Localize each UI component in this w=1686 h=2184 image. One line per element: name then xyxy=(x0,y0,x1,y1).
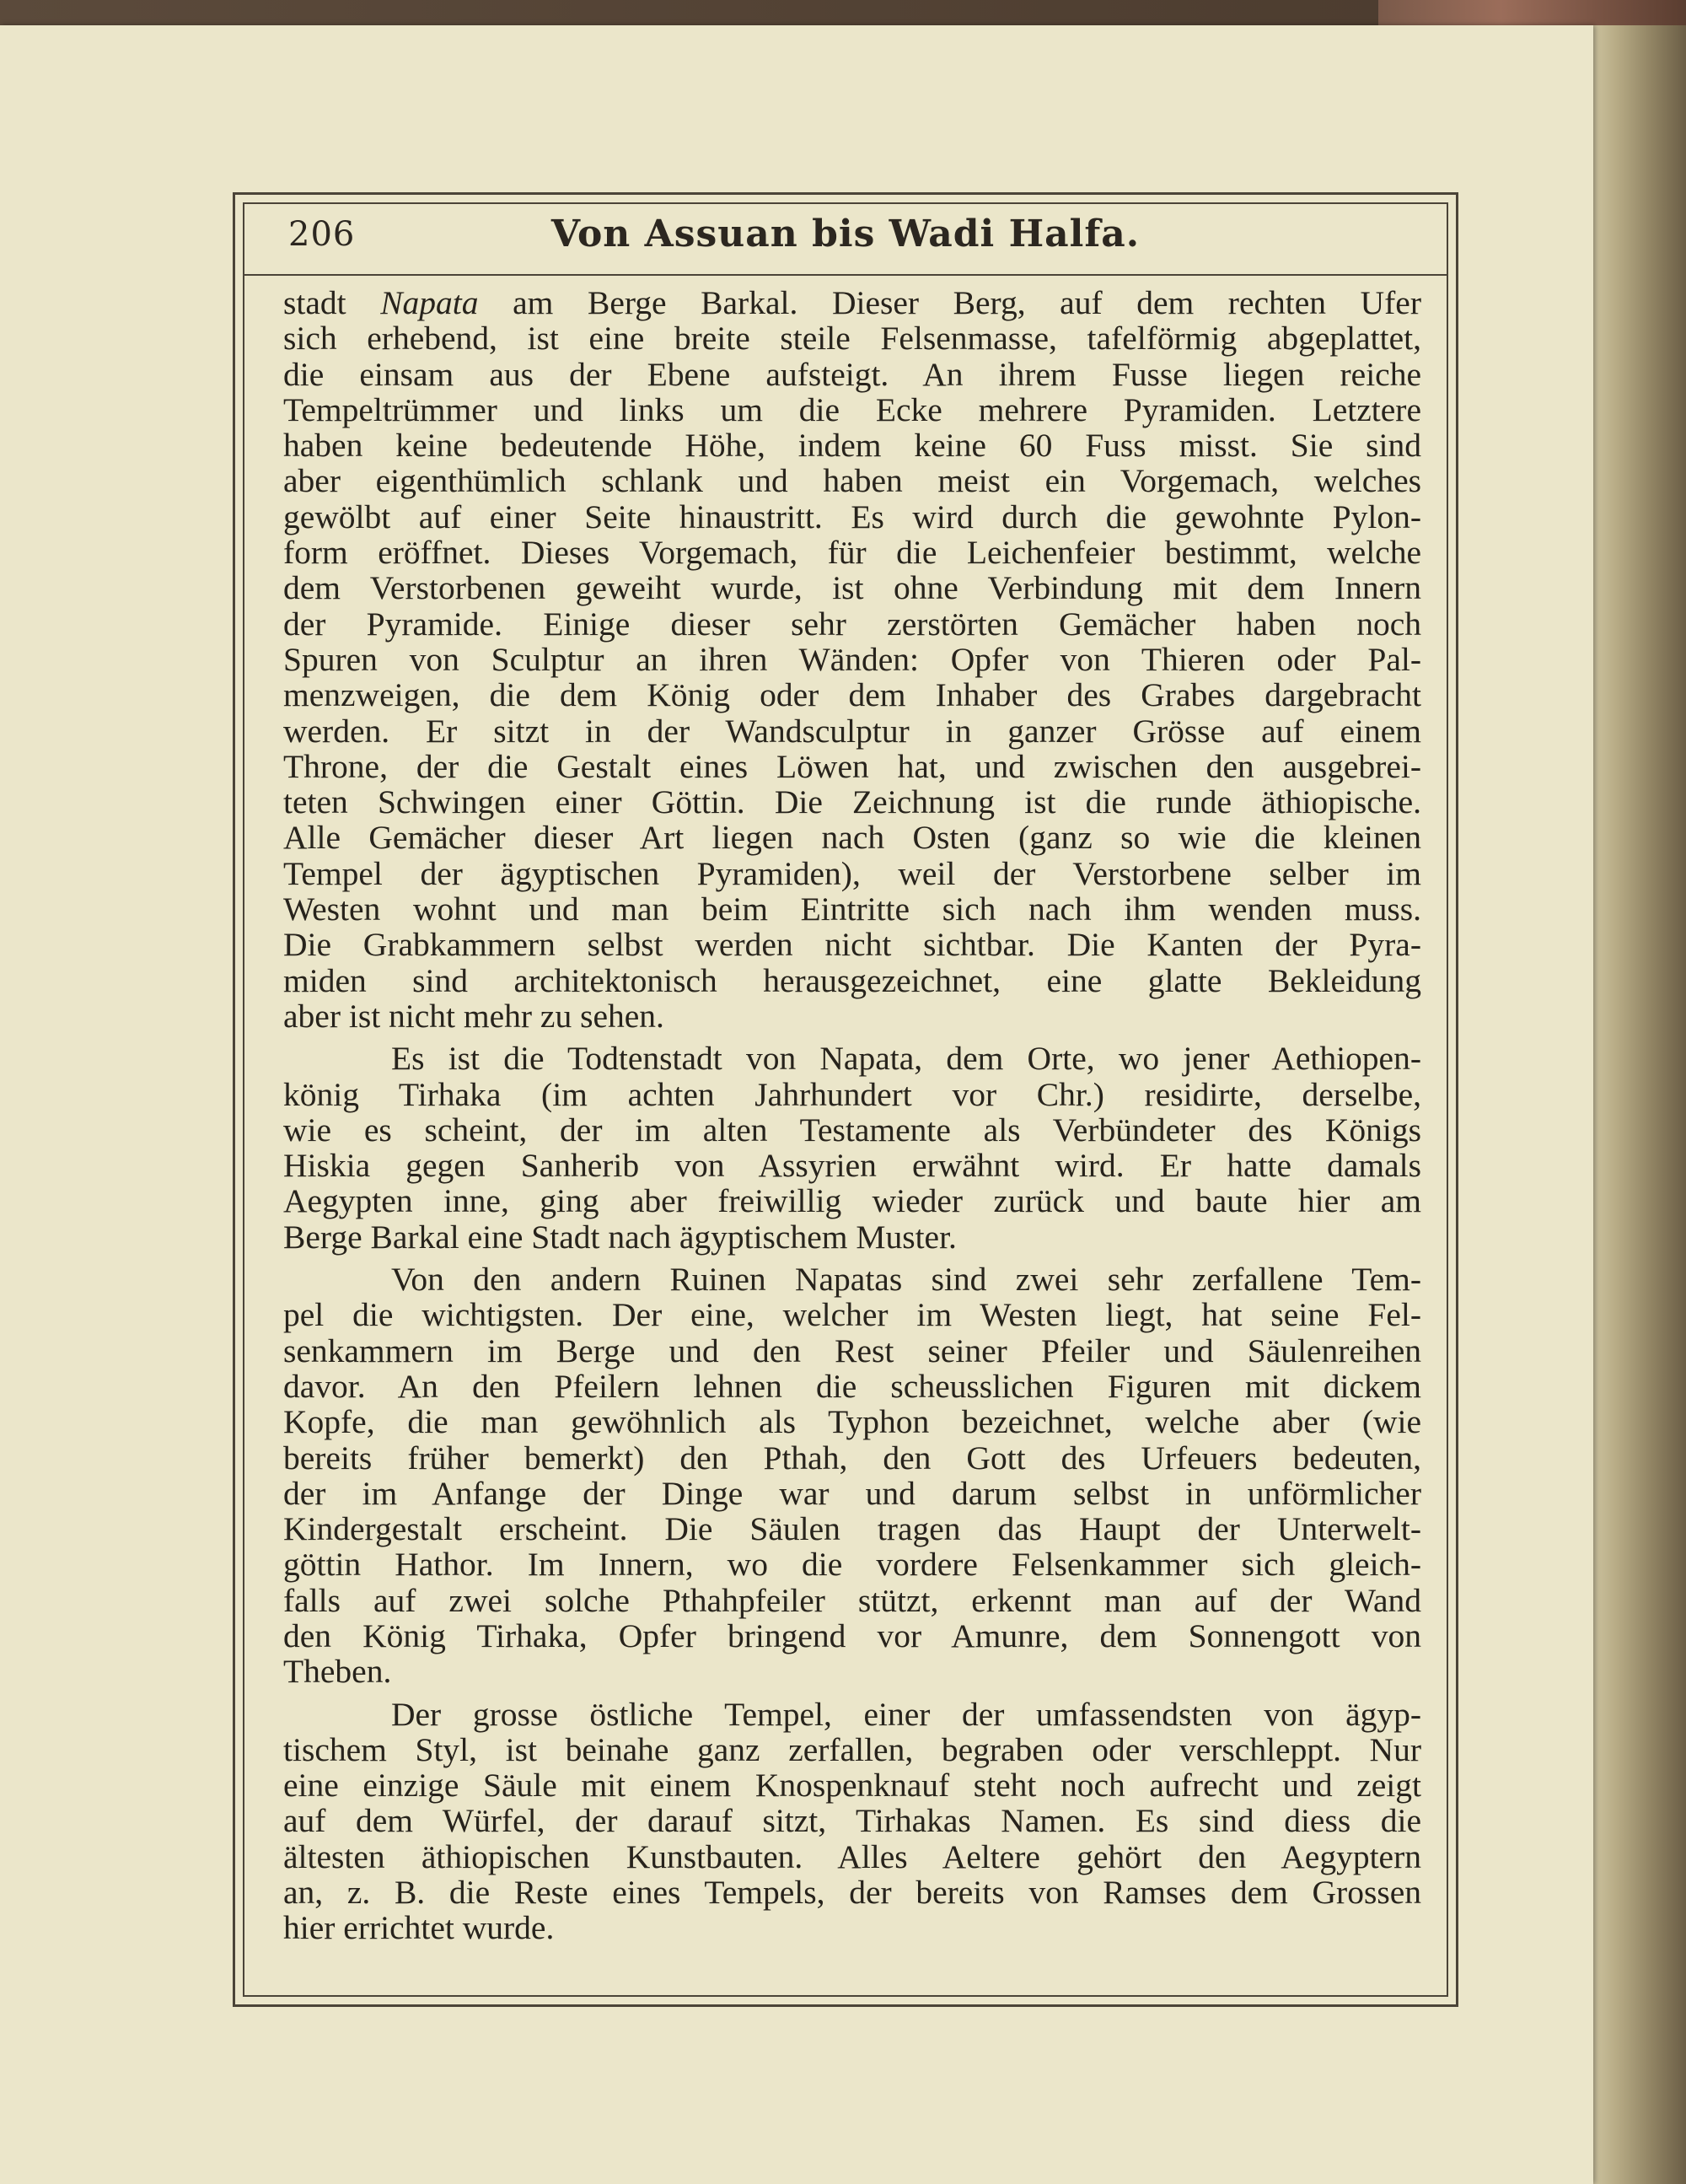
text-segment: ältesten äthiopischen Kunstbauten. Alles Aeltere gehört den Aegyptern xyxy=(283,1837,1421,1875)
text-segment: hier errichtet wurde. xyxy=(283,1909,555,1947)
text-line xyxy=(283,1654,1421,1689)
text-line xyxy=(283,1476,1421,1511)
text-segment: falls auf zwei solche Pthahpfeiler stützt, erkennt man auf der Wand xyxy=(283,1581,1421,1619)
text-line xyxy=(283,1839,1421,1875)
text-segment: menzweigen, die dem König oder dem Inhaber des Grabes dargebracht xyxy=(283,676,1421,714)
text-segment: Tempeltrümmer und links um die Ecke mehrere Pyramiden. Letztere xyxy=(283,390,1421,428)
text-segment: Alle Gemächer dieser Art liegen nach Osten (ganz so wie die kleinen xyxy=(283,819,1421,857)
text-line xyxy=(283,963,1421,998)
text-line xyxy=(283,320,1421,356)
text-segment: Die Grabkammern selbst werden nicht sichtbar. Die Kanten der Pyra- xyxy=(283,926,1421,964)
text-segment: Throne, der die Gestalt eines Löwen hat, und zwischen den ausgebrei- xyxy=(283,747,1421,785)
text-segment: Der grosse östliche Tempel, einer der umfassendsten von ägyp- xyxy=(391,1695,1421,1733)
text-line xyxy=(283,570,1421,605)
text-segment: göttin Hathor. Im Innern, wo die vordere Felsenkammer sich gleich- xyxy=(283,1546,1421,1584)
text-line xyxy=(283,606,1421,642)
text-segment: stadt xyxy=(283,284,381,321)
text-line xyxy=(283,1369,1421,1404)
text-segment: Aegypten inne, ging aber freiwillig wieder zurück und baute hier am xyxy=(283,1182,1421,1220)
text-line xyxy=(283,927,1421,962)
header-rule xyxy=(243,274,1448,276)
text-line xyxy=(283,1041,1421,1076)
text-segment: Westen wohnt und man beim Eintritte sich nach ihm wenden muss. xyxy=(283,890,1421,928)
text-segment: davor. An den Pfeilern lehnen die scheusslichen Figuren mit dickem xyxy=(283,1367,1421,1405)
text-line xyxy=(283,1183,1421,1218)
text-segment: senkammern im Berge und den Rest seiner Pfeiler und Säulenreihen xyxy=(283,1331,1421,1369)
text-line xyxy=(283,677,1421,713)
text-line xyxy=(283,1404,1421,1439)
text-line xyxy=(283,1547,1421,1582)
text-line xyxy=(283,1732,1421,1767)
text-line xyxy=(283,998,1421,1034)
text-segment: miden sind architektonisch herausgezeichnet, eine glatte Bekleidung xyxy=(283,961,1421,999)
text-line xyxy=(283,749,1421,784)
text-line xyxy=(283,1697,1421,1732)
text-line xyxy=(283,357,1421,392)
text-line xyxy=(283,784,1421,820)
text-line xyxy=(283,535,1421,570)
text-line xyxy=(283,820,1421,855)
place-name: Napata xyxy=(380,284,479,321)
text-line xyxy=(283,856,1421,891)
text-segment: aber ist nicht mehr zu sehen. xyxy=(283,997,664,1035)
text-segment: form eröffnet. Dieses Vorgemach, für die Leichenfeier bestimmt, welche xyxy=(283,534,1421,572)
text-segment: tischem Styl, ist beinahe ganz zerfallen, begraben oder verschleppt. Nur xyxy=(283,1730,1421,1768)
text-segment: eine einzige Säule mit einem Knospenknauf steht noch aufrecht und zeigt xyxy=(283,1767,1421,1805)
text-segment: Kindergestalt erscheint. Die Säulen tragen das Haupt der Unterwelt- xyxy=(283,1510,1421,1548)
text-segment: Von den andern Ruinen Napatas sind zwei sehr zerfallene Tem- xyxy=(391,1261,1421,1299)
text-line xyxy=(283,1910,1421,1945)
text-line xyxy=(283,1261,1421,1297)
text-segment: bereits früher bemerkt) den Pthah, den Gott des Urfeuers bedeuten, xyxy=(283,1439,1421,1477)
text-segment: Hiskia gegen Sanherib von Assyrien erwähnt wird. Er hatte damals xyxy=(283,1147,1421,1185)
page-number: 206 xyxy=(288,215,356,254)
text-segment: dem Verstorbenen geweiht wurde, ist ohne Verbindung mit dem Innern xyxy=(283,569,1421,607)
text-segment: werden. Er sitzt in der Wandsculptur in ganzer Grösse auf einem xyxy=(283,712,1421,750)
text-line xyxy=(283,713,1421,749)
text-line xyxy=(283,1767,1421,1803)
text-line xyxy=(283,1333,1421,1369)
text-line xyxy=(283,285,1421,320)
text-line xyxy=(283,1219,1421,1255)
text-segment: Spuren von Sculptur an ihren Wänden: Opfer von Thieren oder Pal- xyxy=(283,640,1421,678)
text-segment: Kopfe, die man gewöhnlich als Typhon bezeichnet, welche aber (wie xyxy=(283,1403,1421,1441)
text-segment: der im Anfange der Dinge war und darum selbst in unförmlicher xyxy=(283,1474,1421,1512)
binding-edge xyxy=(1378,0,1686,27)
text-segment: könig Tirhaka (im achten Jahrhundert vor Chr.) residirte, derselbe, xyxy=(283,1075,1421,1113)
text-segment: den König Tirhaka, Opfer bringend vor Amunre, dem Sonnengott von xyxy=(283,1616,1421,1654)
running-head: Von Assuan bis Wadi Halfa. xyxy=(550,212,1141,256)
text-line xyxy=(283,428,1421,463)
text-segment: am Berge Barkal. Dieser Berg, auf dem rechten Ufer xyxy=(478,284,1421,321)
text-segment: die einsam aus der Ebene aufsteigt. An ihrem Fusse liegen reiche xyxy=(283,355,1421,393)
text-line xyxy=(283,891,1421,927)
text-segment: sich erhebend, ist eine breite steile Felsenmasse, tafelförmig abgeplattet, xyxy=(283,320,1421,358)
text-line xyxy=(283,499,1421,535)
text-segment: teten Schwingen einer Göttin. Die Zeichnung ist die runde äthiopische. xyxy=(283,783,1421,821)
text-line xyxy=(283,1875,1421,1910)
text-segment: wie es scheint, der im alten Testamente als Verbündeter des Königs xyxy=(283,1111,1421,1148)
text-line xyxy=(283,1511,1421,1547)
text-line xyxy=(283,1297,1421,1332)
body-text xyxy=(283,285,1421,1946)
text-line xyxy=(283,1112,1421,1148)
text-line xyxy=(283,1440,1421,1476)
text-line xyxy=(283,1583,1421,1618)
text-segment: Berge Barkal eine Stadt nach ägyptischem Muster. xyxy=(283,1218,957,1256)
text-segment: Theben. xyxy=(283,1653,392,1691)
text-segment: pel die wichtigsten. Der eine, welcher im Westen liegt, hat seine Fel- xyxy=(283,1296,1421,1334)
text-segment: an, z. B. die Reste eines Tempels, der bereits von Ramses dem Grossen xyxy=(283,1874,1421,1912)
text-line xyxy=(283,1148,1421,1183)
text-line xyxy=(283,1077,1421,1112)
text-segment: aber eigenthümlich schlank und haben meist ein Vorgemach, welches xyxy=(283,462,1421,500)
text-segment: der Pyramide. Einige dieser sehr zerstörten Gemächer haben noch xyxy=(283,605,1421,643)
text-line xyxy=(283,642,1421,677)
text-segment: haben keine bedeutende Höhe, indem keine 60 Fuss misst. Sie sind xyxy=(283,427,1421,465)
text-segment: Es ist die Todtenstadt von Napata, dem Orte, wo jener Aethiopen- xyxy=(391,1040,1421,1078)
text-segment: auf dem Würfel, der darauf sitzt, Tirhakas Namen. Es sind diess die xyxy=(283,1802,1421,1840)
text-line xyxy=(283,392,1421,428)
text-line xyxy=(283,1618,1421,1654)
text-line xyxy=(283,1803,1421,1838)
text-line xyxy=(283,463,1421,498)
text-segment: Tempel der ägyptischen Pyramiden), weil der Verstorbene selber im xyxy=(283,854,1421,892)
text-segment: gewölbt auf einer Seite hinaustritt. Es wird durch die gewohnte Pylon- xyxy=(283,498,1421,535)
